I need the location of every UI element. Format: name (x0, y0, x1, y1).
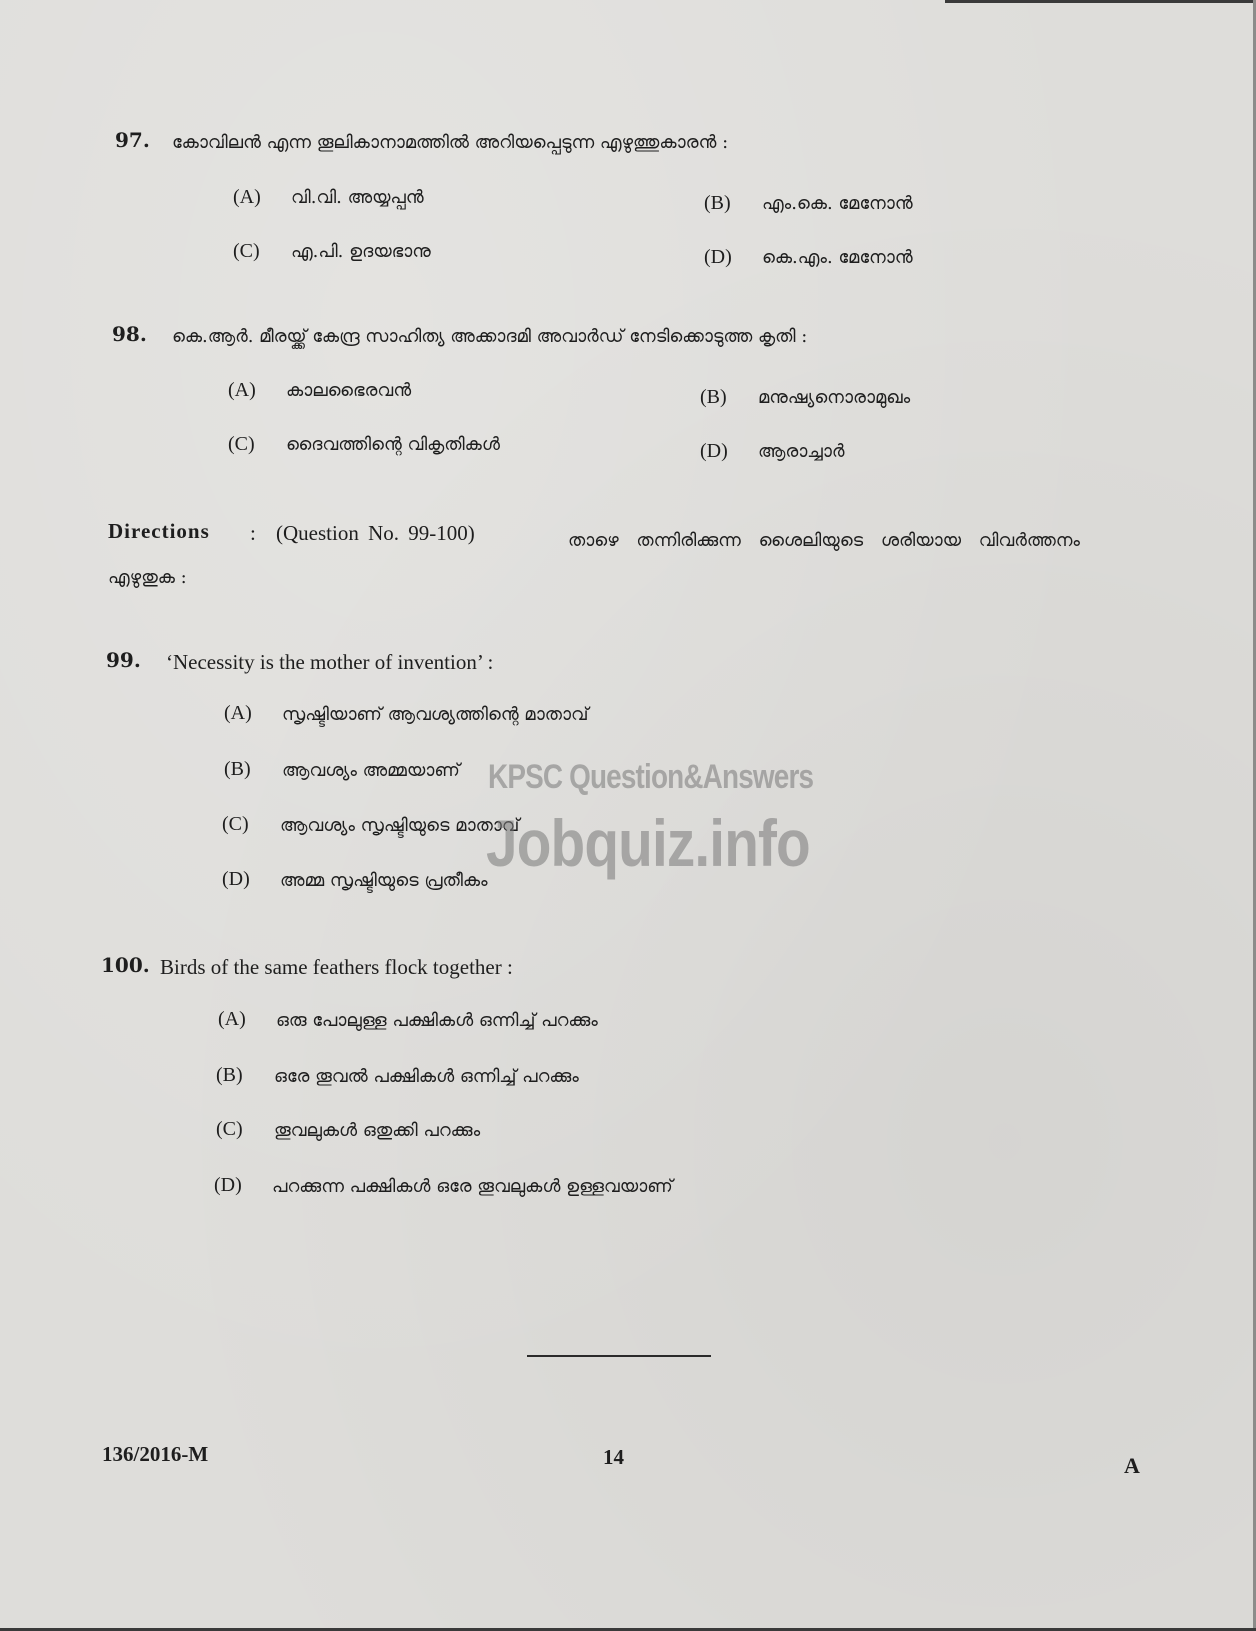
q100-option-c-text: തൂവലുകൾ ഒതുക്കി പറക്കും (274, 1120, 481, 1141)
directions-colon: : (250, 521, 256, 545)
q98-option-a-letter: (A) (228, 379, 256, 401)
watermark-line-1: KPSC Question&Answers (488, 758, 814, 796)
q98-option-c-letter: (C) (228, 433, 255, 455)
footer-exam-code: 136/2016-M (102, 1442, 209, 1466)
q100-option-d-letter: (D) (214, 1174, 242, 1196)
q99-option-a-text: സൃഷ്ടിയാണ് ആവശ്യത്തിന്റെ മാതാവ് (282, 704, 589, 725)
q99-option-a-letter: (A) (224, 702, 252, 724)
question-99-number: 99. (106, 648, 141, 672)
q97-option-c-letter: (C) (233, 240, 260, 262)
q97-option-b-text: എം.കെ. മേനോൻ (762, 193, 913, 214)
q98-option-c-text: ദൈവത്തിന്റെ വികൃതികൾ (286, 434, 500, 455)
question-98-number: 98. (112, 322, 147, 346)
end-of-section-rule (527, 1355, 711, 1357)
watermark-line-2: Jobquiz.info (486, 806, 810, 880)
directions-label: Directions (108, 519, 210, 543)
footer-page-number: 14 (603, 1445, 624, 1469)
q99-option-b-letter: (B) (224, 758, 251, 780)
q99-option-b-text: ആവശ്യം അമ്മയാണ് (282, 760, 460, 781)
question-97-number: 97. (115, 128, 150, 152)
q98-option-b-letter: (B) (700, 386, 727, 408)
q97-option-c-text: എ.പി. ഉദയഭാനു (291, 241, 431, 262)
footer-version-letter: A (1124, 1453, 1140, 1478)
directions-text: താഴെ തന്നിരിക്കുന്ന ശൈലിയുടെ ശരിയായ വിവർത്തനം (568, 530, 1080, 551)
q100-option-a-text: ഒരു പോലുള്ള പക്ഷികൾ ഒന്നിച്ച് പറക്കും (276, 1010, 598, 1031)
q98-option-b-text: മനുഷ്യനൊരാമുഖം (758, 387, 911, 408)
q97-option-d-text: കെ.എം. മേനോൻ (762, 247, 913, 268)
directions-range: (Question No. 99-100) (276, 521, 475, 545)
q97-option-a-letter: (A) (233, 186, 261, 208)
q99-option-d-letter: (D) (222, 868, 250, 890)
q100-option-d-text: പറക്കുന്ന പക്ഷികൾ ഒരേ തൂവലുകൾ ഉള്ളവയാണ് (272, 1176, 673, 1197)
q100-option-b-text: ഒരേ തൂവൽ പക്ഷികൾ ഒന്നിച്ച് പറക്കും (274, 1066, 579, 1087)
question-100-text: Birds of the same feathers flock together : (160, 955, 513, 979)
q98-option-a-text: കാലഭൈരവൻ (286, 380, 412, 401)
q100-option-b-letter: (B) (216, 1064, 243, 1086)
q98-option-d-text: ആരാച്ചാർ (758, 441, 845, 462)
q97-option-a-text: വി.വി. അയ്യപ്പൻ (291, 187, 424, 208)
question-98-text: കെ.ആർ. മീരയ്ക്ക് കേന്ദ്ര സാഹിത്യ അക്കാദമി അവാർഡ് നേടിക്കൊടുത്ത കൃതി : (172, 326, 808, 347)
question-97-text: കോവിലൻ എന്ന തൂലികാനാമത്തിൽ അറിയപ്പെടുന്ന എഴുത്തുകാരൻ : (172, 132, 729, 153)
q99-option-d-text: അമ്മ സൃഷ്ടിയുടെ പ്രതീകം (280, 870, 488, 891)
q100-option-c-letter: (C) (216, 1118, 243, 1140)
q98-option-d-letter: (D) (700, 440, 728, 462)
q97-option-d-letter: (D) (704, 246, 732, 268)
q97-option-b-letter: (B) (704, 192, 731, 214)
question-100-number: 100. (101, 953, 150, 977)
q99-option-c-text: ആവശ്യം സൃഷ്ടിയുടെ മാതാവ് (280, 815, 520, 836)
q99-option-c-letter: (C) (222, 813, 249, 835)
directions-text-continued: എഴുതുക : (108, 567, 187, 588)
scan-edge-top (945, 0, 1256, 3)
q100-option-a-letter: (A) (218, 1008, 246, 1030)
question-99-text: ‘Necessity is the mother of invention’ : (166, 650, 494, 674)
